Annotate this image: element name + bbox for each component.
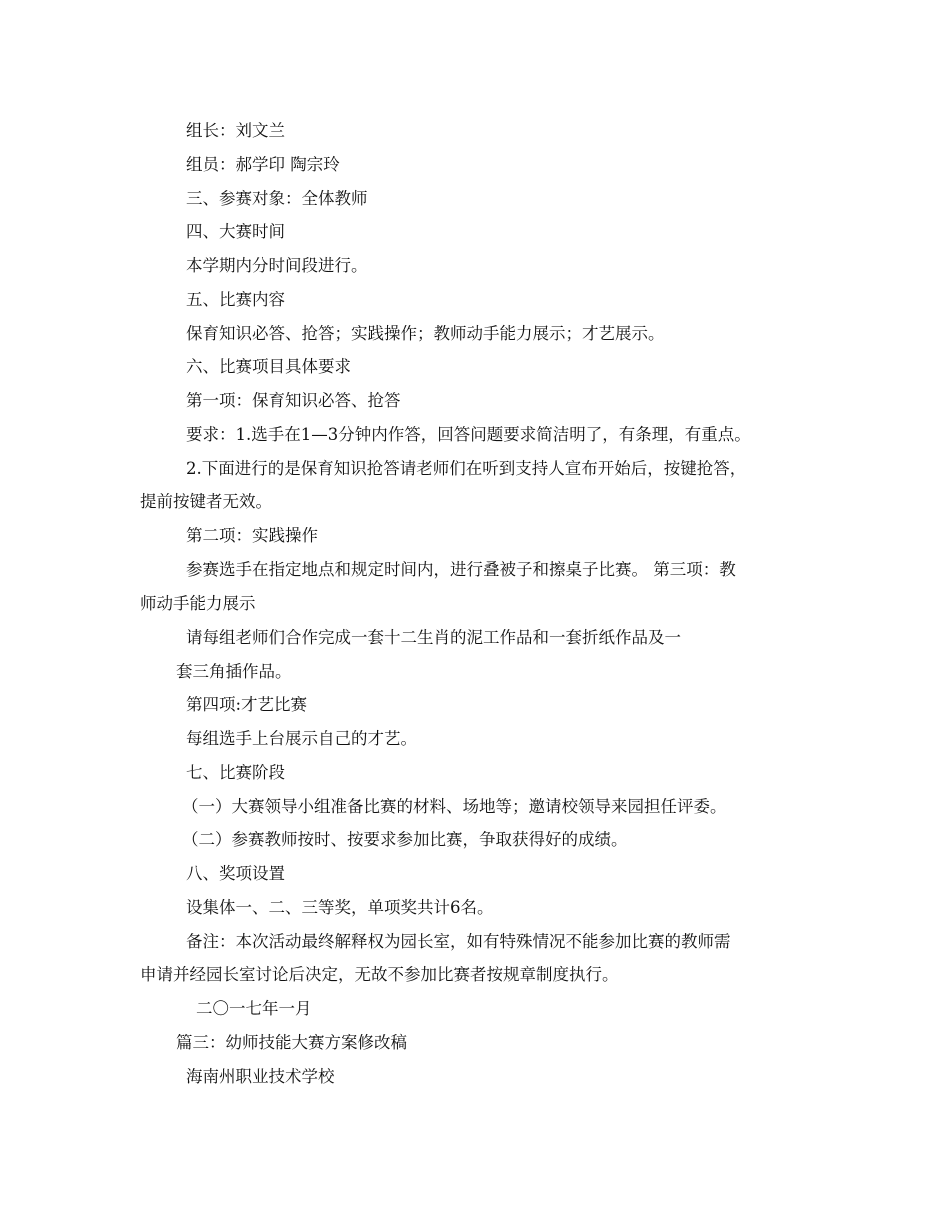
- text-line: 第二项：实践操作: [186, 526, 318, 545]
- text-line: 组长：刘文兰: [186, 121, 285, 140]
- text-line: 师动手能力展示: [140, 594, 256, 613]
- text-line: 2.下面进行的是保育知识抢答请老师们在听到支持人宣布开始后，按键抢答，: [186, 459, 747, 478]
- text-line: （一）大赛领导小组准备比赛的材料、场地等；邀请校领导来园担任评委。: [182, 797, 727, 816]
- text-line: 本学期内分时间段进行。: [186, 256, 368, 275]
- text-line: 要求：1.选手在1—3分钟内作答，回答问题要求简洁明了，有条理，有重点。: [186, 425, 751, 444]
- text-line: 六、比赛项目具体要求: [186, 357, 351, 376]
- text-line: 篇三：幼师技能大赛方案修改稿: [176, 1033, 407, 1052]
- text-line: 第四项:才艺比赛: [186, 695, 308, 714]
- text-line: 八、奖项设置: [186, 864, 285, 883]
- text-line: 海南州职业技术学校: [186, 1067, 335, 1086]
- text-line: 三、参赛对象：全体教师: [186, 189, 368, 208]
- text-line: 请每组老师们合作完成一套十二生肖的泥工作品和一套折纸作品及一: [186, 628, 681, 647]
- text-line: 申请并经园长室讨论后决定，无故不参加比赛者按规章制度执行。: [140, 965, 619, 984]
- text-line: 四、大赛时间: [186, 222, 285, 241]
- text-line: 七、比赛阶段: [186, 763, 285, 782]
- text-line: （二）参赛教师按时、按要求参加比赛，争取获得好的成绩。: [182, 830, 628, 849]
- text-line: 五、比赛内容: [186, 290, 285, 309]
- text-line: 套三角插作品。: [176, 662, 292, 681]
- text-line: 每组选手上台展示自己的才艺。: [186, 729, 417, 748]
- text-line: 组员：郝学印 陶宗玲: [186, 155, 340, 174]
- text-line: 设集体一、二、三等奖，单项奖共计6名。: [186, 898, 494, 917]
- text-line: 提前按键者无效。: [140, 492, 272, 511]
- text-line: 二〇一七年一月: [196, 999, 312, 1018]
- text-line: 备注：本次活动最终解释权为园长室，如有特殊情况不能参加比赛的教师需: [186, 932, 731, 951]
- text-line: 保育知识必答、抢答；实践操作；教师动手能力展示；才艺展示。: [186, 324, 665, 343]
- text-line: 第一项：保育知识必答、抢答: [186, 391, 401, 410]
- text-line: 参赛选手在指定地点和规定时间内，进行叠被子和擦桌子比赛。 第三项：教: [186, 560, 736, 579]
